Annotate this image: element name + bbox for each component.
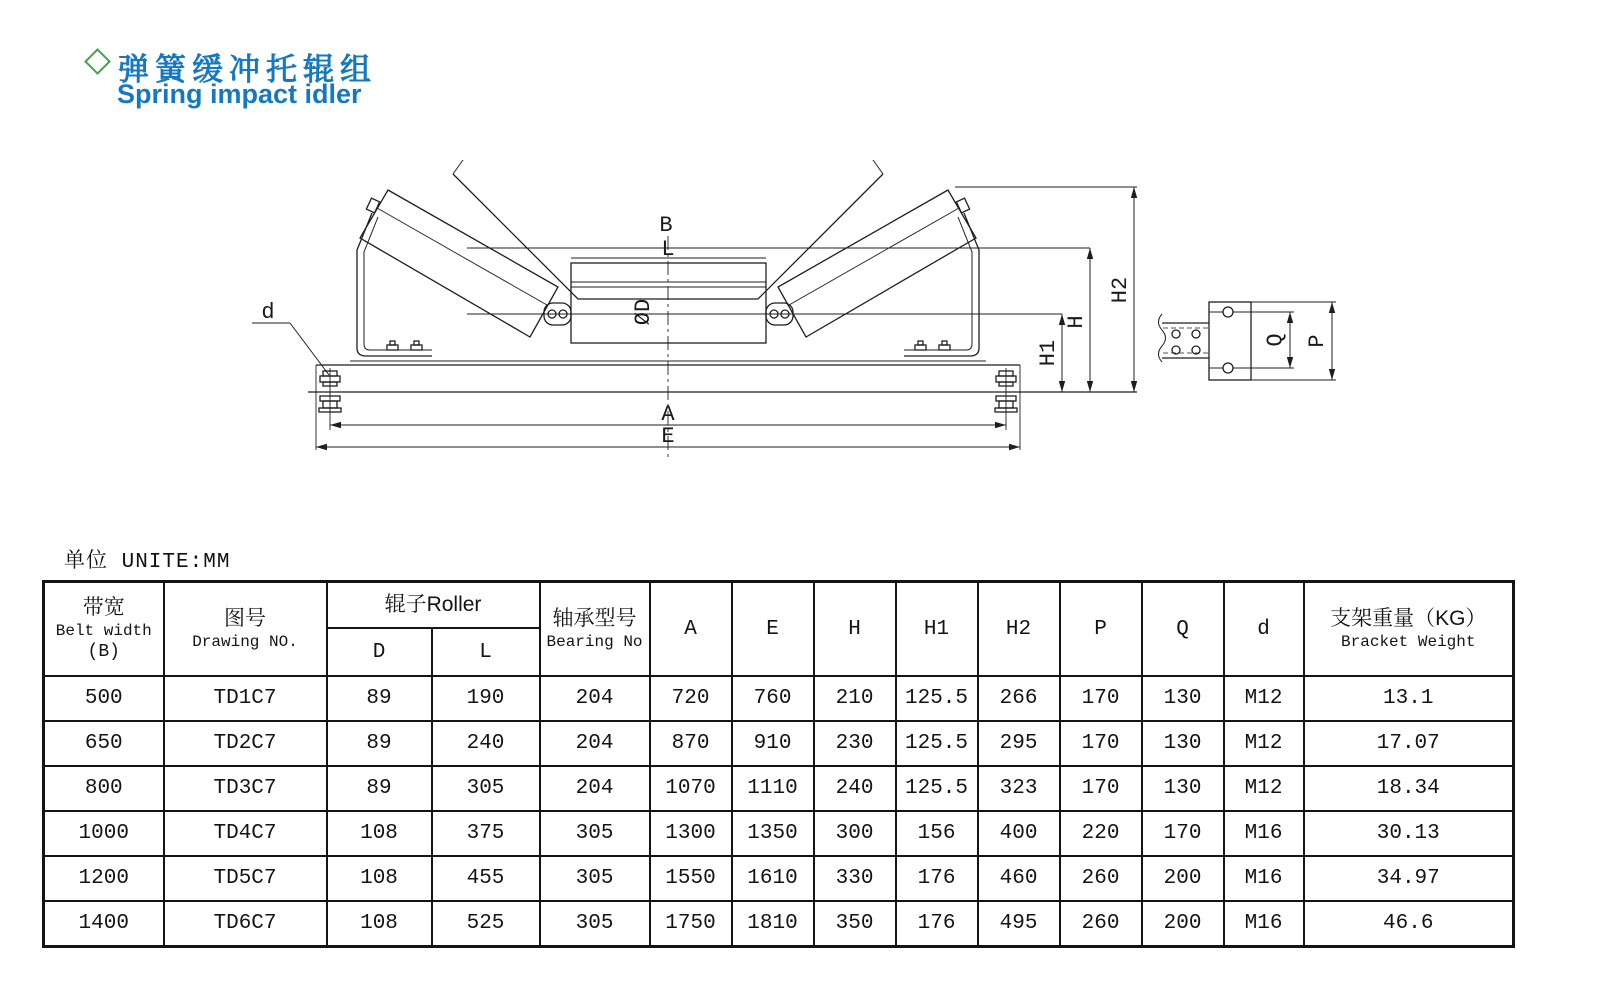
table-cell: 330 [814,856,896,901]
table-cell: 525 [432,901,540,947]
table-cell: 170 [1142,811,1224,856]
table-cell: 1110 [732,766,814,811]
table-cell: TD3C7 [164,766,327,811]
table-cell: TD6C7 [164,901,327,947]
col-header-roller-group: 辊子Roller [327,582,540,629]
table-cell: M12 [1224,676,1304,721]
table-cell: 108 [327,901,432,947]
table-cell: M16 [1224,901,1304,947]
table-cell: 500 [44,676,164,721]
table-cell: 200 [1142,901,1224,947]
table-cell: 220 [1060,811,1142,856]
table-cell: 650 [44,721,164,766]
dim-label-A: A [661,402,675,427]
col-header-roller-D: D [327,628,432,676]
table-cell: 204 [540,721,650,766]
table-cell: 125.5 [896,721,978,766]
table-row [44,856,1514,901]
table-cell: 1200 [44,856,164,901]
col-header-H: H [814,582,896,677]
dim-label-H2: H2 [1108,276,1133,304]
table-cell: TD2C7 [164,721,327,766]
table-cell: 30.13 [1304,811,1514,856]
right-wing-roller [778,190,976,337]
table-cell: 176 [896,856,978,901]
table-cell: 455 [432,856,540,901]
table-cell: 375 [432,811,540,856]
table-cell: 125.5 [896,766,978,811]
col-header-H2: H2 [978,582,1060,677]
spec-table [42,580,1515,948]
col-header-drawing-no: 图号 Drawing NO. [164,582,327,677]
table-cell: 204 [540,676,650,721]
left-wing-roller [360,190,558,337]
unit-label: 单位 UNITE:MM [64,551,231,574]
table-cell: 495 [978,901,1060,947]
table-cell: 305 [432,766,540,811]
dim-label-P: P [1305,334,1330,348]
col-header-bracket-weight: 支架重量（KG） Bracket Weight [1304,582,1514,677]
dim-label-L: L [661,237,675,262]
page-title-zh: 弹簧缓冲托辊组 [118,52,377,87]
center-roller [571,263,766,343]
table-cell: 18.34 [1304,766,1514,811]
table-row [44,721,1514,766]
table-cell: 230 [814,721,896,766]
table-row [44,901,1514,947]
page-title-en: Spring impact idler [117,79,362,109]
table-cell: 170 [1060,721,1142,766]
table-cell: 200 [1142,856,1224,901]
table-cell: 176 [896,901,978,947]
table-cell: M12 [1224,766,1304,811]
right-spring-bolt [995,368,1017,430]
table-cell: 108 [327,811,432,856]
table-cell: 1610 [732,856,814,901]
table-cell: 870 [650,721,732,766]
table-row [44,766,1514,811]
table-cell: 1400 [44,901,164,947]
col-header-d: d [1224,582,1304,677]
table-cell: 204 [540,766,650,811]
table-cell: 323 [978,766,1060,811]
table-cell: 240 [814,766,896,811]
col-header-A: A [650,582,732,677]
table-cell: 305 [540,901,650,947]
table-cell: M12 [1224,721,1304,766]
table-cell: 1810 [732,901,814,947]
col-header-roller-L: L [432,628,540,676]
col-header-Q: Q [1142,582,1224,677]
table-cell: 720 [650,676,732,721]
table-cell: M16 [1224,856,1304,901]
table-cell: 156 [896,811,978,856]
table-cell: 1070 [650,766,732,811]
table-cell: 13.1 [1304,676,1514,721]
table-cell: 350 [814,901,896,947]
table-cell: 170 [1060,676,1142,721]
table-cell: 125.5 [896,676,978,721]
dim-label-OD: ØD [631,298,656,326]
table-cell: 130 [1142,766,1224,811]
technical-drawing [0,0,1600,500]
table-cell: 1550 [650,856,732,901]
dim-label-E: E [661,424,675,449]
main-view [252,160,1137,458]
spec-table-body [44,676,1514,947]
table-cell: 295 [978,721,1060,766]
table-cell: TD4C7 [164,811,327,856]
table-cell: 1300 [650,811,732,856]
table-cell: 46.6 [1304,901,1514,947]
col-header-H1: H1 [896,582,978,677]
dim-label-H1: H1 [1036,339,1061,367]
left-spring-bolt [319,368,341,430]
table-cell: 300 [814,811,896,856]
table-cell: 266 [978,676,1060,721]
table-cell: 305 [540,811,650,856]
col-header-bearing: 轴承型号 Bearing No [540,582,650,677]
table-cell: 1000 [44,811,164,856]
table-cell: 210 [814,676,896,721]
table-cell: TD1C7 [164,676,327,721]
table-cell: 760 [732,676,814,721]
dim-label-H: H [1064,315,1089,329]
dim-label-Q: Q [1263,333,1288,347]
table-cell: 130 [1142,676,1224,721]
left-bracket [357,213,432,356]
table-cell: 89 [327,766,432,811]
table-cell: 108 [327,856,432,901]
table-cell: 305 [540,856,650,901]
table-cell: 170 [1060,766,1142,811]
table-row [44,811,1514,856]
dim-label-B: B [659,213,673,238]
table-cell: 240 [432,721,540,766]
col-header-P: P [1060,582,1142,677]
table-row [44,676,1514,721]
col-header-belt-width: 带宽 Belt width (B) [44,582,164,677]
col-header-E: E [732,582,814,677]
dim-label-d: d [261,300,275,325]
table-cell: 260 [1060,901,1142,947]
table-cell: 460 [978,856,1060,901]
table-cell: 1350 [732,811,814,856]
table-cell: 89 [327,721,432,766]
table-cell: 1750 [650,901,732,947]
table-cell: 190 [432,676,540,721]
table-cell: 89 [327,676,432,721]
table-cell: 130 [1142,721,1224,766]
table-cell: 34.97 [1304,856,1514,901]
table-cell: 400 [978,811,1060,856]
table-cell: TD5C7 [164,856,327,901]
table-cell: 800 [44,766,164,811]
right-bracket [904,213,979,356]
table-cell: 260 [1060,856,1142,901]
table-cell: M16 [1224,811,1304,856]
table-cell: 17.07 [1304,721,1514,766]
table-cell: 910 [732,721,814,766]
